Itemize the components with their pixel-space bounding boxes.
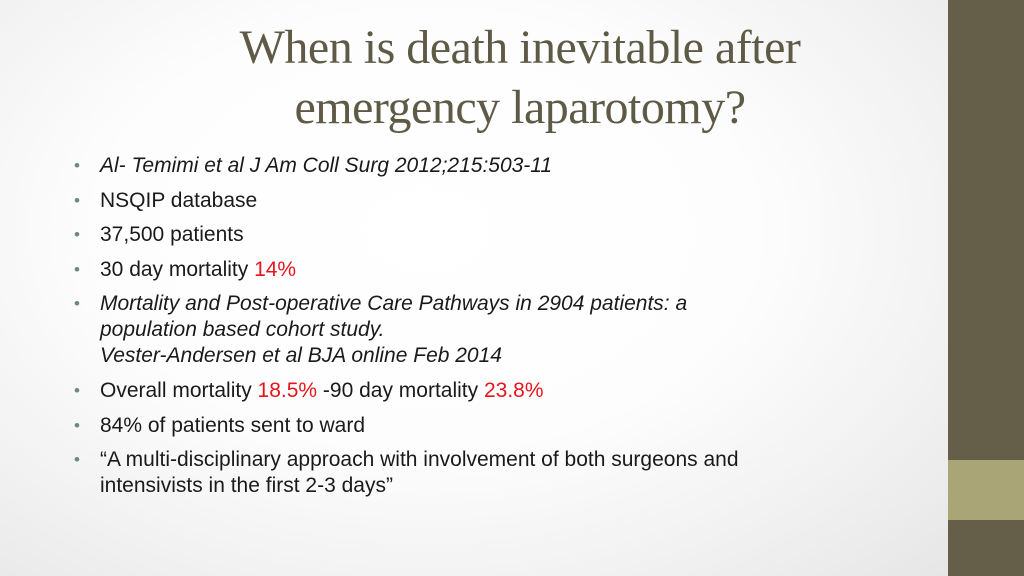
title-line-1: When is death inevitable after (239, 21, 801, 74)
bullet-item-30-day-mortality (72, 257, 932, 283)
database-text: NSQIP database (100, 188, 258, 212)
bullet-item-citation-1 (72, 153, 932, 179)
citation-2-line-3: Vester-Andersen et al BJA online Feb 2014 (100, 344, 502, 368)
slide-title (120, 18, 920, 138)
bullet-dot-icon: • (74, 294, 80, 314)
patients-text: 37,500 patients (100, 223, 244, 247)
bullet-item-ward (72, 413, 932, 439)
quote-line-2: intensivists in the first 2-3 days” (100, 474, 393, 498)
citation-2-line-2: population based cohort study. (100, 318, 385, 342)
bullet-dot-icon: • (74, 450, 80, 470)
bullet-dot-icon: • (74, 259, 80, 279)
ninety-day-mortality-value: 23.8% (483, 378, 544, 402)
bullet-dot-icon: • (74, 190, 80, 210)
bullet-dot-icon: • (74, 380, 80, 400)
bullet-item-patients (72, 222, 932, 248)
overall-mortality-value: 18.5% (257, 378, 318, 402)
bullet-item-quote (72, 447, 932, 499)
bullet-dot-icon: • (74, 415, 80, 435)
citation-text: Al- Temimi et al J Am Coll Surg 2012;215:503-11 (100, 154, 553, 177)
bullet-item-database (72, 188, 932, 214)
title-line-2: emergency laparotomy? (294, 81, 746, 134)
bullet-item-overall-mortality (72, 378, 932, 404)
side-bar-top (948, 0, 1024, 460)
bullet-item-citation-2 (72, 291, 932, 369)
mortality-label: 30 day mortality (100, 257, 255, 281)
mortality-value: 14% (254, 257, 297, 281)
side-bar-bottom (948, 520, 1024, 576)
bullet-dot-icon: • (74, 156, 80, 175)
ninety-day-mortality-label: -90 day mortality (317, 378, 484, 402)
overall-mortality-label: Overall mortality (100, 378, 258, 402)
citation-2-line-1: Mortality and Post-operative Care Pathways in 2904 patients: a (100, 292, 688, 316)
bullet-dot-icon: • (74, 225, 80, 245)
ward-text: 84% of patients sent to ward (100, 413, 365, 437)
bullet-list (72, 153, 932, 508)
quote-line-1: “A multi-disciplinary approach with involvement of both surgeons and (100, 448, 739, 472)
side-bar-accent (948, 460, 1024, 520)
